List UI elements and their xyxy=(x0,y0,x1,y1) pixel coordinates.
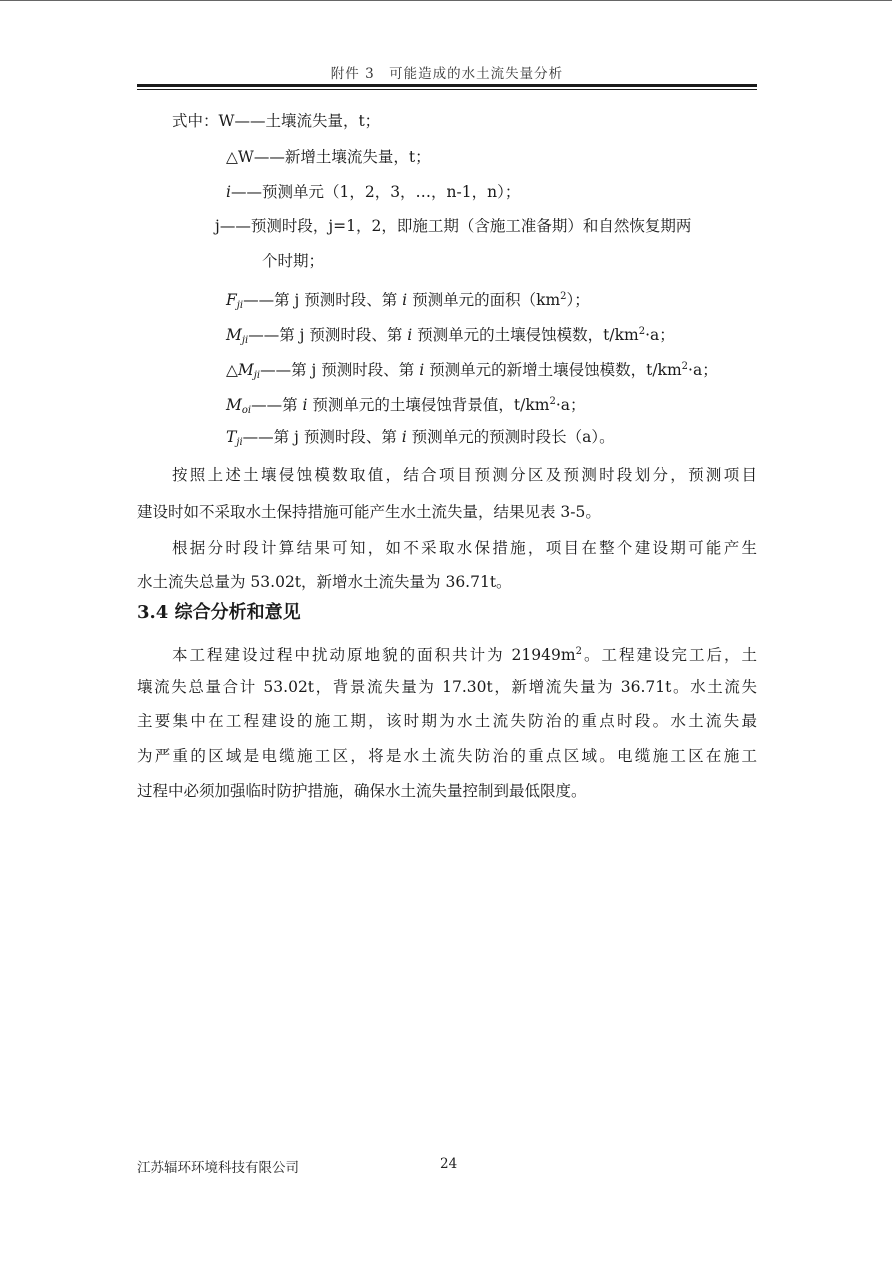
para2-line2: 水土流失总量为 53.02t，新增水土流失量为 36.71t。 xyxy=(137,573,512,591)
desc-j-1: ——预测时段，j=1，2，即施工期（含施工准备期）和自然恢复期两 xyxy=(219,217,692,235)
desc-dm-c: ·a； xyxy=(688,361,718,379)
symbol-j: j xyxy=(215,217,220,235)
symbol-t: T xyxy=(226,428,237,446)
superscript-m: 2 xyxy=(638,326,646,337)
subscript-t: ji xyxy=(236,437,243,448)
symbol-i: i xyxy=(226,183,231,201)
subscript-dm: ji xyxy=(253,370,261,381)
italic-i-dm: i xyxy=(419,361,425,379)
symbol-m: M xyxy=(226,326,242,344)
desc-mo-c: ·a； xyxy=(555,396,586,414)
legend-j xyxy=(215,216,691,236)
legend-dm xyxy=(226,357,718,386)
subscript-m: ji xyxy=(241,335,249,346)
prefix-dm: △ xyxy=(226,361,238,379)
running-header: 附件 3 可能造成的水土流失量分析 xyxy=(330,66,564,82)
symbol-f: F xyxy=(226,291,237,309)
symbol-dm: M xyxy=(237,361,254,379)
superscript-f: 2 xyxy=(560,291,567,302)
desc-i: ——预测单元（1，2，3，…，n-1，n）； xyxy=(230,183,521,201)
legend-f xyxy=(226,287,590,316)
desc-dw: ——新增土壤流失量，t； xyxy=(253,148,431,166)
page-top-border xyxy=(0,0,892,1)
italic-i-m: i xyxy=(407,326,413,344)
para2-line1: 根据分时段计算结果可知，如不采取水保措施，项目在整个建设期可能产生 xyxy=(172,539,757,557)
para3-line4: 为严重的区域是电缆施工区，将是水土流失防治的重点区域。电缆施工区在施工 xyxy=(137,747,757,765)
desc-f-c: ）； xyxy=(566,291,590,309)
page-number: 24 xyxy=(440,1156,458,1172)
italic-i-f: i xyxy=(402,291,408,309)
subscript-f: ji xyxy=(236,300,244,311)
desc-t-b: 预测单元的预测时段长（a）。 xyxy=(406,428,615,446)
footer-company: 江苏辐环环境科技有限公司 xyxy=(137,1160,299,1176)
symbol-mo: M xyxy=(226,396,242,414)
header-rule-thick xyxy=(137,84,757,87)
legend-dw xyxy=(226,147,431,167)
para3-superscript: 2 xyxy=(575,646,582,657)
legend-mo xyxy=(226,392,586,421)
superscript-dm: 2 xyxy=(681,361,689,372)
legend-i xyxy=(226,182,520,202)
italic-i-mo: i xyxy=(302,396,308,414)
legend-t xyxy=(226,427,615,453)
legend-j-cont xyxy=(262,251,324,271)
para1-line2: 建设时如不采取水土保持措施可能产生水土流失量，结果见表 3-5。 xyxy=(137,503,601,521)
legend-intro: 式中： xyxy=(172,112,219,130)
symbol-w: W xyxy=(218,112,235,130)
desc-f-a: ——第 j 预测时段、第 xyxy=(243,291,403,309)
desc-w: ——土壤流失量，t； xyxy=(234,112,381,130)
para3-line1-b: 。工程建设完工后，土 xyxy=(581,646,757,664)
desc-m-a: ——第 j 预测时段、第 xyxy=(248,326,408,344)
para1-line1: 按照上述土壤侵蚀模数取值，结合项目预测分区及预测时段划分，预测项目 xyxy=(172,466,757,484)
desc-m-c: ·a； xyxy=(645,326,675,344)
desc-dm-a: ——第 j 预测时段、第 xyxy=(260,361,420,379)
header-rule-thin xyxy=(137,89,757,90)
subscript-mo: oi xyxy=(241,405,252,416)
desc-dm-b: 预测单元的新增土壤侵蚀模数，t/km xyxy=(424,361,682,379)
para3-line5: 过程中必须加强临时防护措施，确保水土流失量控制到最低限度。 xyxy=(137,782,587,800)
para3-line2: 壤流失总量合计 53.02t，背景流失量为 17.30t，新增流失量为 36.71t。水土流失 xyxy=(137,678,757,696)
symbol-dw: △W xyxy=(226,148,254,166)
legend-m xyxy=(226,322,675,351)
desc-f-b: 预测单元的面积（km xyxy=(407,291,561,309)
legend-w xyxy=(172,111,380,131)
desc-j-2: 个时期； xyxy=(262,252,325,270)
para3-line1-a: 本工程建设过程中扰动原地貌的面积共计为 21949m xyxy=(172,646,576,664)
italic-i-t: i xyxy=(401,428,407,446)
section-title: 3.4 综合分析和意见 xyxy=(137,602,301,623)
desc-mo-b: 预测单元的土壤侵蚀背景值，t/km xyxy=(307,396,550,414)
para3-line1 xyxy=(172,642,757,665)
desc-t-a: ——第 j 预测时段、第 xyxy=(242,428,402,446)
desc-m-b: 预测单元的土壤侵蚀模数，t/km xyxy=(412,326,639,344)
para3-line3: 主要集中在工程建设的施工期，该时期为水土流失防治的重点时段。水土流失最 xyxy=(137,712,757,730)
superscript-mo: 2 xyxy=(549,396,556,407)
desc-mo-a: ——第 xyxy=(251,396,303,414)
